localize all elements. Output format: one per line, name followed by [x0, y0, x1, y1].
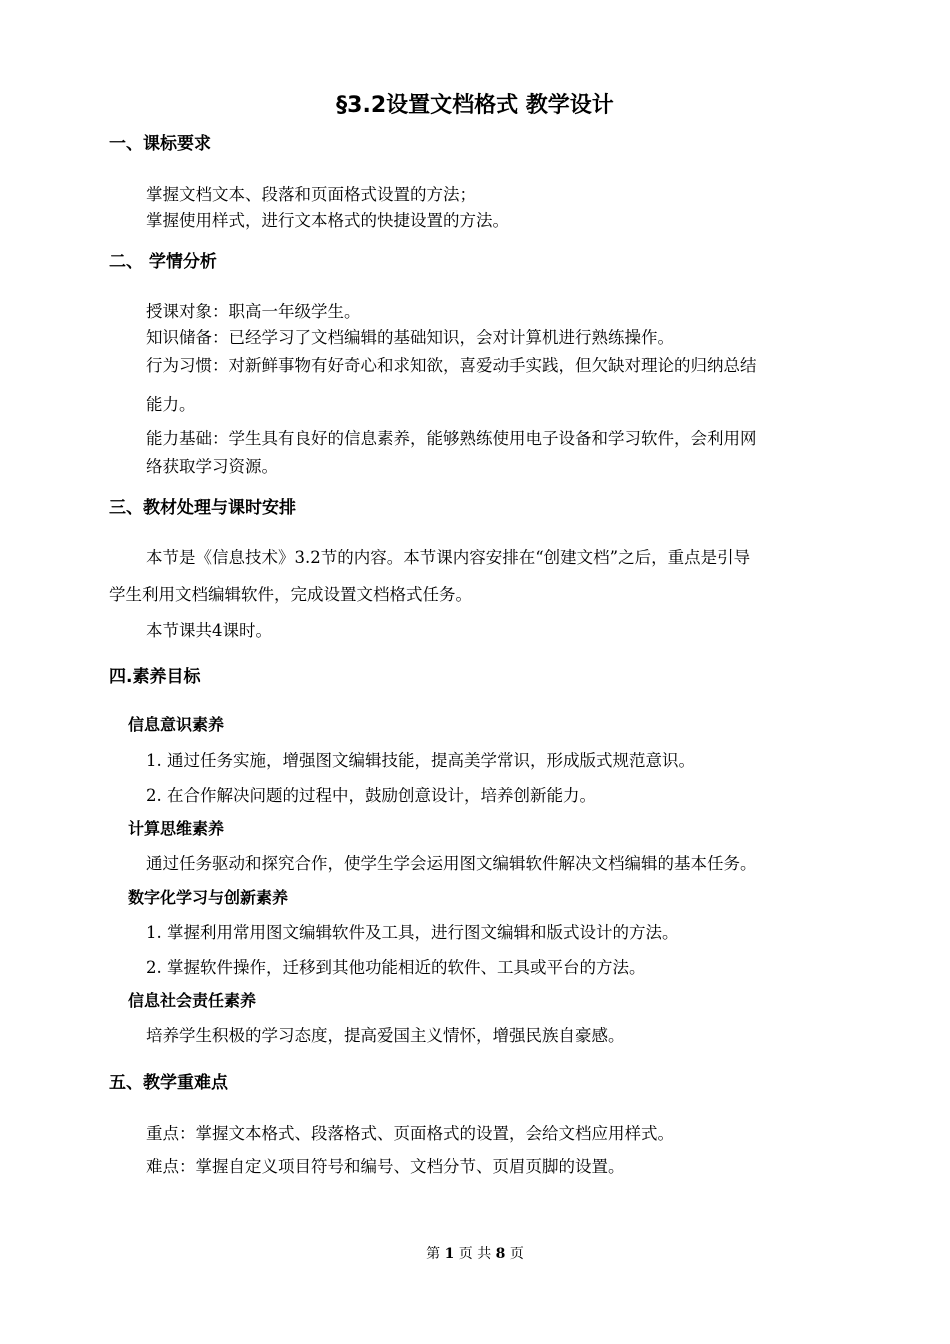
footer-suffix: 页: [509, 1246, 524, 1262]
page-footer: [0, 1244, 950, 1264]
paragraph-line: 本节是《信息技术》3.2节的内容。本节课内容安排在“创建文档”之后，重点是引导: [146, 548, 751, 567]
subheading-digital-learning: 数字化学习与创新素养: [128, 888, 289, 907]
paragraph-line: 培养学生积极的学习态度，提高爱国主义情怀，增强民族自豪感。: [146, 1026, 625, 1045]
list-item: 2. 掌握软件操作，迁移到其他功能相近的软件、工具或平台的方法。: [146, 958, 646, 977]
section-heading-key-points: 五、教学重难点: [109, 1073, 228, 1093]
document-title: §3.2设置文档格式 教学设计: [336, 93, 614, 118]
paragraph-line: 掌握文档文本、段落和页面格式设置的方法；: [146, 185, 476, 204]
list-item: 1. 掌握利用常用图文编辑软件及工具，进行图文编辑和版式设计的方法。: [146, 923, 679, 942]
subheading-computational-thinking: 计算思维素养: [128, 819, 225, 838]
footer-prefix: 第: [426, 1246, 441, 1262]
section-heading-standards: 一、课标要求: [109, 134, 211, 154]
paragraph-line: 学生利用文档编辑软件，完成设置文档格式任务。: [109, 585, 472, 604]
section-heading-literacy-goals: 四.素养目标: [109, 667, 201, 687]
paragraph-line: 重点：掌握文本格式、段落格式、页面格式的设置，会给文档应用样式。: [146, 1124, 674, 1143]
paragraph-line: 难点：掌握自定义项目符号和编号、文档分节、页眉页脚的设置。: [146, 1157, 625, 1176]
list-item: 2. 在合作解决问题的过程中，鼓励创意设计，培养创新能力。: [146, 786, 596, 805]
paragraph-line: 本节课共4课时。: [146, 621, 272, 640]
paragraph-line: 能力。: [146, 395, 196, 414]
paragraph-line: 掌握使用样式，进行文本格式的快捷设置的方法。: [146, 211, 509, 230]
paragraph-line: 授课对象：职高一年级学生。: [146, 302, 361, 321]
paragraph-line: 通过任务驱动和探究合作，使学生学会运用图文编辑软件解决文档编辑的基本任务。: [146, 854, 757, 873]
footer-page-number: 1: [444, 1246, 455, 1262]
section-heading-materials: 三、教材处理与课时安排: [109, 498, 296, 518]
footer-middle: 页 共: [458, 1246, 492, 1262]
subheading-social-responsibility: 信息社会责任素养: [128, 991, 257, 1010]
paragraph-line: 知识储备：已经学习了文档编辑的基础知识，会对计算机进行熟练操作。: [146, 328, 674, 347]
paragraph-line: 能力基础：学生具有良好的信息素养，能够熟练使用电子设备和学习软件，会利用网: [146, 429, 757, 448]
section-heading-learner-analysis: 二、 学情分析: [109, 252, 217, 272]
paragraph-line: 行为习惯：对新鲜事物有好奇心和求知欲，喜爱动手实践，但欠缺对理论的归纳总结: [146, 356, 757, 375]
paragraph-line: 络获取学习资源。: [146, 457, 278, 476]
footer-total-pages: 8: [495, 1246, 506, 1262]
list-item: 1. 通过任务实施，增强图文编辑技能，提高美学常识，形成版式规范意识。: [146, 751, 695, 770]
subheading-information-awareness: 信息意识素养: [128, 715, 225, 734]
